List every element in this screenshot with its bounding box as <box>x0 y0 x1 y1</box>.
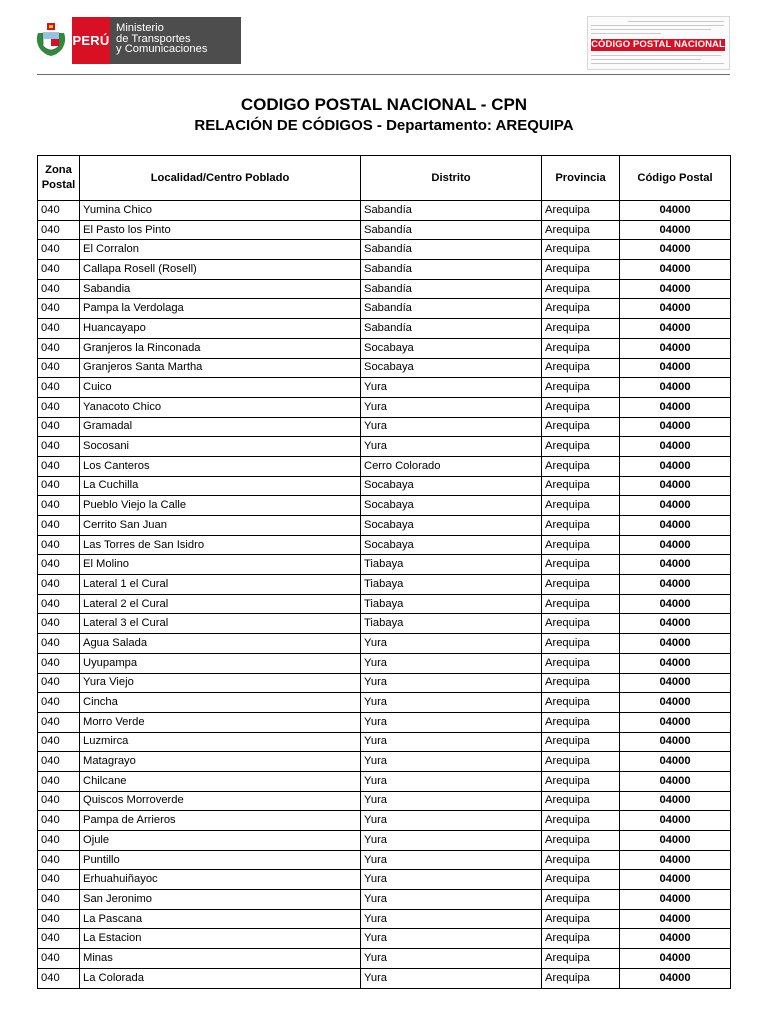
cell-provincia: Arequipa <box>542 831 620 851</box>
cpn-label: CÓDIGO POSTAL NACIONAL <box>591 39 725 50</box>
cell-localidad: Erhuahuiñayoc <box>80 870 361 890</box>
cell-provincia: Arequipa <box>542 299 620 319</box>
cell-zona: 040 <box>38 575 80 595</box>
cell-distrito: Yura <box>361 949 542 969</box>
cell-distrito: Tiabaya <box>361 575 542 595</box>
cell-distrito: Yura <box>361 968 542 988</box>
column-header-zona-line: Zona <box>45 164 72 176</box>
cell-codigo: 04000 <box>620 614 731 634</box>
cell-distrito: Sabandía <box>361 260 542 280</box>
cell-provincia: Arequipa <box>542 653 620 673</box>
table-row <box>38 890 731 910</box>
stamp-fine-print <box>591 33 661 34</box>
cell-zona: 040 <box>38 417 80 437</box>
cell-localidad: Cerrito San Juan <box>80 516 361 536</box>
cell-localidad: Matagrayo <box>80 752 361 772</box>
table-row <box>38 831 731 851</box>
cell-localidad: La Estacion <box>80 929 361 949</box>
cell-localidad: Morro Verde <box>80 712 361 732</box>
cell-codigo: 04000 <box>620 220 731 240</box>
cell-distrito: Socabaya <box>361 535 542 555</box>
cell-distrito: Sabandía <box>361 220 542 240</box>
table-row <box>38 811 731 831</box>
page-subtitle: RELACIÓN DE CÓDIGOS - Departamento: AREQUIPA <box>194 117 574 134</box>
cell-provincia: Arequipa <box>542 949 620 969</box>
table-row <box>38 417 731 437</box>
cell-provincia: Arequipa <box>542 909 620 929</box>
cell-provincia: Arequipa <box>542 220 620 240</box>
cell-provincia: Arequipa <box>542 279 620 299</box>
table-row <box>38 358 731 378</box>
cell-zona: 040 <box>38 358 80 378</box>
table-row <box>38 516 731 536</box>
cell-codigo: 04000 <box>620 771 731 791</box>
cell-localidad: Yura Viejo <box>80 673 361 693</box>
cell-zona: 040 <box>38 555 80 575</box>
cell-zona: 040 <box>38 653 80 673</box>
cell-distrito: Socabaya <box>361 516 542 536</box>
cell-codigo: 04000 <box>620 909 731 929</box>
cell-provincia: Arequipa <box>542 378 620 398</box>
cell-localidad: Granjeros Santa Martha <box>80 358 361 378</box>
cell-localidad: Los Canteros <box>80 456 361 476</box>
coat-of-arms-icon <box>30 17 72 64</box>
table-row <box>38 594 731 614</box>
ministry-line: Ministerio <box>116 22 164 34</box>
cell-provincia: Arequipa <box>542 516 620 536</box>
table-row <box>38 260 731 280</box>
cell-distrito: Yura <box>361 673 542 693</box>
cell-codigo: 04000 <box>620 831 731 851</box>
cell-codigo: 04000 <box>620 299 731 319</box>
cell-provincia: Arequipa <box>542 201 620 221</box>
cell-distrito: Sabandía <box>361 201 542 221</box>
stamp-fine-print <box>591 59 701 60</box>
cell-zona: 040 <box>38 240 80 260</box>
cell-zona: 040 <box>38 496 80 516</box>
cell-provincia: Arequipa <box>542 712 620 732</box>
cell-provincia: Arequipa <box>542 968 620 988</box>
cell-localidad: Luzmirca <box>80 732 361 752</box>
cell-localidad: Cuico <box>80 378 361 398</box>
table-row <box>38 201 731 221</box>
table-row <box>38 653 731 673</box>
cell-distrito: Socabaya <box>361 338 542 358</box>
cell-localidad: Huancayapo <box>80 319 361 339</box>
cell-localidad: Cincha <box>80 693 361 713</box>
table-row <box>38 909 731 929</box>
cell-zona: 040 <box>38 279 80 299</box>
cell-distrito: Yura <box>361 437 542 457</box>
cell-codigo: 04000 <box>620 752 731 772</box>
cell-codigo: 04000 <box>620 555 731 575</box>
cell-zona: 040 <box>38 338 80 358</box>
cell-zona: 040 <box>38 732 80 752</box>
cell-zona: 040 <box>38 771 80 791</box>
table-row <box>38 535 731 555</box>
column-header-provincia: Provincia <box>542 156 620 201</box>
table-row <box>38 949 731 969</box>
cell-distrito: Socabaya <box>361 358 542 378</box>
cell-zona: 040 <box>38 968 80 988</box>
cell-zona: 040 <box>38 535 80 555</box>
cell-zona: 040 <box>38 791 80 811</box>
cell-provincia: Arequipa <box>542 338 620 358</box>
cell-codigo: 04000 <box>620 338 731 358</box>
cell-codigo: 04000 <box>620 397 731 417</box>
cpn-stamp <box>587 16 730 70</box>
cell-provincia: Arequipa <box>542 555 620 575</box>
stamp-fine-print <box>591 55 721 56</box>
cell-localidad: Callapa Rosell (Rosell) <box>80 260 361 280</box>
cell-distrito: Sabandía <box>361 299 542 319</box>
cell-codigo: 04000 <box>620 260 731 280</box>
stamp-fine-print <box>591 63 724 64</box>
ministry-line: de Transportes <box>116 32 191 45</box>
cell-localidad: Agua Salada <box>80 634 361 654</box>
cell-codigo: 04000 <box>620 949 731 969</box>
cell-localidad: La Colorada <box>80 968 361 988</box>
cell-zona: 040 <box>38 201 80 221</box>
cell-localidad: Pueblo Viejo la Calle <box>80 496 361 516</box>
table-row <box>38 496 731 516</box>
cell-distrito: Tiabaya <box>361 555 542 575</box>
cell-codigo: 04000 <box>620 358 731 378</box>
cell-localidad: Gramadal <box>80 417 361 437</box>
cell-localidad: El Pasto los Pinto <box>80 220 361 240</box>
cell-codigo: 04000 <box>620 929 731 949</box>
table-row <box>38 437 731 457</box>
cell-codigo: 04000 <box>620 456 731 476</box>
cell-distrito: Yura <box>361 791 542 811</box>
cell-codigo: 04000 <box>620 437 731 457</box>
cell-codigo: 04000 <box>620 279 731 299</box>
table-row <box>38 397 731 417</box>
table-header-row <box>38 156 731 201</box>
cell-provincia: Arequipa <box>542 752 620 772</box>
cell-zona: 040 <box>38 456 80 476</box>
cell-zona: 040 <box>38 811 80 831</box>
cell-zona: 040 <box>38 909 80 929</box>
cell-zona: 040 <box>38 752 80 772</box>
cell-provincia: Arequipa <box>542 870 620 890</box>
cell-distrito: Yura <box>361 811 542 831</box>
cell-distrito: Yura <box>361 712 542 732</box>
table-row <box>38 752 731 772</box>
cell-zona: 040 <box>38 260 80 280</box>
cell-distrito: Yura <box>361 771 542 791</box>
cell-codigo: 04000 <box>620 890 731 910</box>
cell-provincia: Arequipa <box>542 260 620 280</box>
cell-provincia: Arequipa <box>542 437 620 457</box>
cell-distrito: Yura <box>361 909 542 929</box>
cell-distrito: Yura <box>361 752 542 772</box>
cell-provincia: Arequipa <box>542 929 620 949</box>
column-header-zona <box>38 156 80 201</box>
table-row <box>38 614 731 634</box>
cell-codigo: 04000 <box>620 535 731 555</box>
cell-distrito: Sabandía <box>361 279 542 299</box>
cell-codigo: 04000 <box>620 496 731 516</box>
table-row <box>38 319 731 339</box>
cell-distrito: Yura <box>361 870 542 890</box>
cell-codigo: 04000 <box>620 653 731 673</box>
stamp-fine-print <box>591 29 711 30</box>
cell-codigo: 04000 <box>620 240 731 260</box>
ministry-name <box>110 17 241 64</box>
cell-distrito: Yura <box>361 634 542 654</box>
cell-codigo: 04000 <box>620 791 731 811</box>
cell-zona: 040 <box>38 299 80 319</box>
cell-codigo: 04000 <box>620 811 731 831</box>
header-divider <box>37 74 730 75</box>
cell-distrito: Yura <box>361 397 542 417</box>
cell-provincia: Arequipa <box>542 693 620 713</box>
cell-localidad: Lateral 1 el Cural <box>80 575 361 595</box>
cell-zona: 040 <box>38 712 80 732</box>
postal-code-table <box>37 155 731 989</box>
cell-provincia: Arequipa <box>542 417 620 437</box>
cell-zona: 040 <box>38 634 80 654</box>
cell-provincia: Arequipa <box>542 732 620 752</box>
cell-provincia: Arequipa <box>542 850 620 870</box>
table-row <box>38 220 731 240</box>
cell-distrito: Yura <box>361 831 542 851</box>
column-header-zona-line: Postal <box>41 179 76 191</box>
cell-codigo: 04000 <box>620 712 731 732</box>
cell-localidad: Yanacoto Chico <box>80 397 361 417</box>
column-header-codigo: Código Postal <box>620 156 731 201</box>
cell-localidad: Pampa de Arrieros <box>80 811 361 831</box>
cell-provincia: Arequipa <box>542 614 620 634</box>
cell-provincia: Arequipa <box>542 476 620 496</box>
cell-codigo: 04000 <box>620 594 731 614</box>
cell-codigo: 04000 <box>620 693 731 713</box>
cell-codigo: 04000 <box>620 378 731 398</box>
cell-localidad: Chilcane <box>80 771 361 791</box>
cell-distrito: Socabaya <box>361 496 542 516</box>
table-row <box>38 338 731 358</box>
cell-localidad: Pampa la Verdolaga <box>80 299 361 319</box>
cell-distrito: Yura <box>361 653 542 673</box>
cell-localidad: El Molino <box>80 555 361 575</box>
cell-zona: 040 <box>38 831 80 851</box>
cell-zona: 040 <box>38 319 80 339</box>
cell-localidad: La Pascana <box>80 909 361 929</box>
cell-provincia: Arequipa <box>542 575 620 595</box>
table-row <box>38 771 731 791</box>
cell-zona: 040 <box>38 929 80 949</box>
cell-localidad: Puntillo <box>80 850 361 870</box>
cell-zona: 040 <box>38 850 80 870</box>
cell-distrito: Yura <box>361 693 542 713</box>
cell-localidad: La Cuchilla <box>80 476 361 496</box>
table-row <box>38 378 731 398</box>
cell-distrito: Sabandía <box>361 319 542 339</box>
cell-provincia: Arequipa <box>542 358 620 378</box>
cell-localidad: Lateral 3 el Cural <box>80 614 361 634</box>
cell-zona: 040 <box>38 673 80 693</box>
cell-codigo: 04000 <box>620 673 731 693</box>
cell-zona: 040 <box>38 949 80 969</box>
cell-zona: 040 <box>38 594 80 614</box>
page-title: CODIGO POSTAL NACIONAL - CPN <box>240 95 528 114</box>
cell-codigo: 04000 <box>620 634 731 654</box>
cell-distrito: Sabandía <box>361 240 542 260</box>
cell-codigo: 04000 <box>620 516 731 536</box>
cell-codigo: 04000 <box>620 968 731 988</box>
cell-zona: 040 <box>38 614 80 634</box>
cell-localidad: Minas <box>80 949 361 969</box>
cell-distrito: Tiabaya <box>361 614 542 634</box>
cell-localidad: San Jeronimo <box>80 890 361 910</box>
cell-localidad: El Corralon <box>80 240 361 260</box>
cell-zona: 040 <box>38 437 80 457</box>
table-row <box>38 555 731 575</box>
table-row <box>38 299 731 319</box>
cell-codigo: 04000 <box>620 732 731 752</box>
cell-codigo: 04000 <box>620 201 731 221</box>
cell-codigo: 04000 <box>620 850 731 870</box>
cell-distrito: Yura <box>361 929 542 949</box>
stamp-fine-print <box>628 21 724 22</box>
cell-zona: 040 <box>38 516 80 536</box>
table-row <box>38 693 731 713</box>
cell-distrito: Yura <box>361 890 542 910</box>
cell-provincia: Arequipa <box>542 496 620 516</box>
cell-provincia: Arequipa <box>542 791 620 811</box>
cell-codigo: 04000 <box>620 575 731 595</box>
cell-provincia: Arequipa <box>542 240 620 260</box>
cell-distrito: Yura <box>361 417 542 437</box>
cell-codigo: 04000 <box>620 319 731 339</box>
cell-localidad: Sabandia <box>80 279 361 299</box>
cell-localidad: Yumina Chico <box>80 201 361 221</box>
cell-zona: 040 <box>38 378 80 398</box>
cell-provincia: Arequipa <box>542 594 620 614</box>
cell-distrito: Cerro Colorado <box>361 456 542 476</box>
cell-zona: 040 <box>38 890 80 910</box>
table-row <box>38 929 731 949</box>
table-row <box>38 279 731 299</box>
cell-localidad: Las Torres de San Isidro <box>80 535 361 555</box>
table-row <box>38 456 731 476</box>
cell-zona: 040 <box>38 220 80 240</box>
cell-provincia: Arequipa <box>542 634 620 654</box>
cell-zona: 040 <box>38 397 80 417</box>
cell-codigo: 04000 <box>620 417 731 437</box>
cell-provincia: Arequipa <box>542 890 620 910</box>
cell-distrito: Tiabaya <box>361 594 542 614</box>
table-row <box>38 673 731 693</box>
cell-provincia: Arequipa <box>542 811 620 831</box>
stamp-fine-print <box>591 25 724 26</box>
cell-codigo: 04000 <box>620 476 731 496</box>
table-row <box>38 870 731 890</box>
column-header-distrito: Distrito <box>361 156 542 201</box>
cell-distrito: Yura <box>361 732 542 752</box>
table-row <box>38 575 731 595</box>
cell-localidad: Uyupampa <box>80 653 361 673</box>
table-row <box>38 791 731 811</box>
cell-zona: 040 <box>38 693 80 713</box>
cell-zona: 040 <box>38 870 80 890</box>
cell-provincia: Arequipa <box>542 456 620 476</box>
cell-distrito: Yura <box>361 378 542 398</box>
cell-distrito: Yura <box>361 850 542 870</box>
peru-label: PERÚ <box>72 17 110 64</box>
cell-localidad: Quiscos Morroverde <box>80 791 361 811</box>
cell-distrito: Socabaya <box>361 476 542 496</box>
cell-localidad: Socosani <box>80 437 361 457</box>
column-header-localidad: Localidad/Centro Poblado <box>80 156 361 201</box>
table-row <box>38 732 731 752</box>
cell-provincia: Arequipa <box>542 673 620 693</box>
table-body <box>38 201 731 989</box>
table-row <box>38 850 731 870</box>
ministry-line: y Comunicaciones <box>116 43 208 55</box>
table-row <box>38 968 731 988</box>
table-row <box>38 240 731 260</box>
cell-provincia: Arequipa <box>542 397 620 417</box>
table-row <box>38 712 731 732</box>
cell-provincia: Arequipa <box>542 771 620 791</box>
cell-localidad: Lateral 2 el Cural <box>80 594 361 614</box>
table-row <box>38 476 731 496</box>
ministry-logo <box>30 17 241 64</box>
cell-provincia: Arequipa <box>542 535 620 555</box>
cell-codigo: 04000 <box>620 870 731 890</box>
cell-provincia: Arequipa <box>542 319 620 339</box>
table-row <box>38 634 731 654</box>
cell-zona: 040 <box>38 476 80 496</box>
cell-localidad: Granjeros la Rinconada <box>80 338 361 358</box>
cell-localidad: Ojule <box>80 831 361 851</box>
